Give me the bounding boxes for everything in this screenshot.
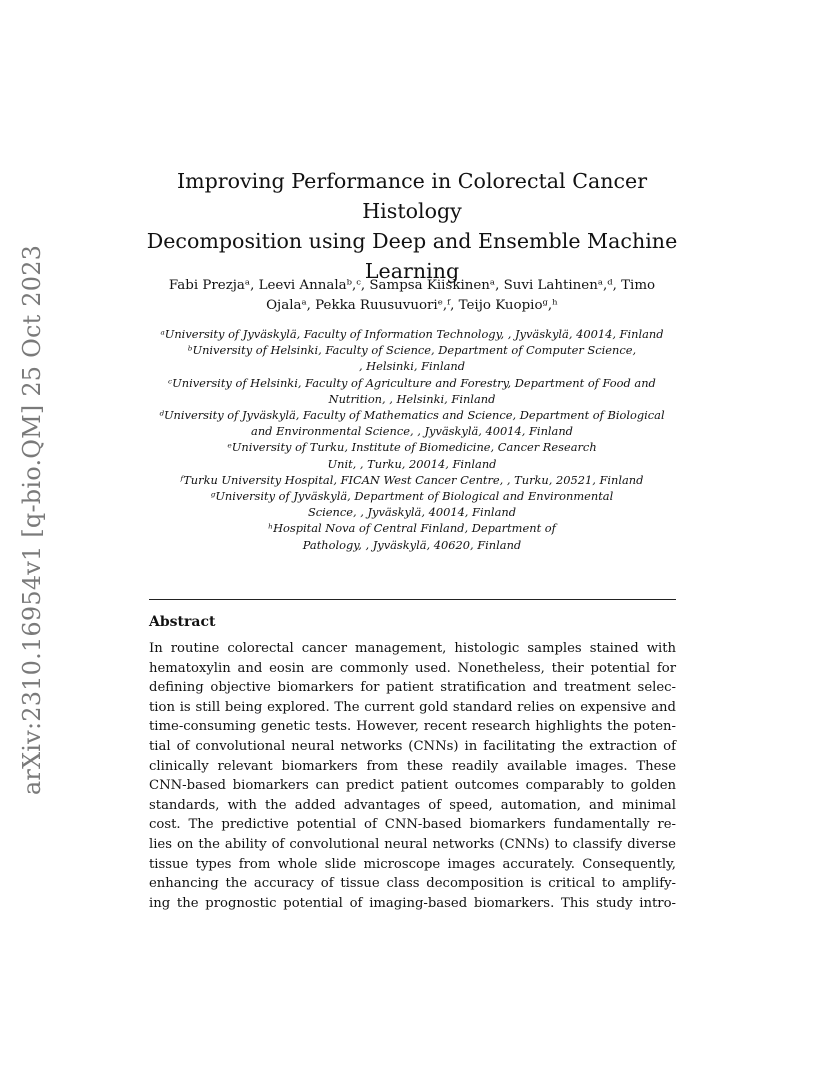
abstract-line: tion is still being explored. The current gold standard relies on expensive and bbox=[149, 699, 676, 715]
arxiv-identifier-stamp: arXiv:2310.16954v1 [q-bio.QM] 25 Oct 2023 bbox=[18, 244, 46, 796]
abstract-line: time-consuming genetic tests. However, recent research highlights the poten- bbox=[149, 719, 676, 735]
abstract-line: defining objective biomarkers for patient stratification and treatment selec- bbox=[149, 680, 676, 696]
affiliation-line: ᵉUniversity of Turku, Institute of Biomedicine, Cancer Research bbox=[227, 440, 597, 455]
affiliation-line: ʰHospital Nova of Central Finland, Department of bbox=[268, 521, 556, 536]
author-line: Fabi Prezjaᵃ, Leevi Annalaᵇ,ᶜ, Sampsa Kiiskinenᵃ, Suvi Lahtinenᵃ,ᵈ, Timo bbox=[168, 278, 656, 293]
abstract-body bbox=[149, 639, 676, 913]
affiliation-list bbox=[130, 326, 694, 553]
abstract-heading: Abstract bbox=[149, 614, 216, 630]
author-list bbox=[130, 276, 694, 316]
affiliation-line: ᵍUniversity of Jyväskylä, Department of Biological and Environmental bbox=[210, 489, 614, 504]
affiliation-line: and Environmental Science, , Jyväskylä, 40014, Finland bbox=[251, 424, 573, 439]
abstract-line: standards, with the added advantages of speed, automation, and minimal bbox=[149, 797, 676, 813]
affiliation-line: Pathology, , Jyväskylä, 40620, Finland bbox=[302, 537, 522, 552]
title-line: Improving Performance in Colorectal Cancer Histology bbox=[176, 169, 648, 223]
author-line: Ojalaᵃ, Pekka Ruusuvuoriᵉ,ᶠ, Teijo Kuopioᵍ,ʰ bbox=[266, 298, 558, 313]
paper-title bbox=[130, 166, 694, 286]
abstract-line: CNN-based biomarkers can predict patient outcomes comparably to golden bbox=[149, 778, 676, 794]
affiliation-line: , Helsinki, Finland bbox=[358, 359, 466, 374]
title-line: Decomposition using Deep and Ensemble Machine bbox=[146, 229, 678, 253]
title-line: Learning bbox=[364, 259, 460, 283]
affiliation-line: Science, , Jyväskylä, 40014, Finland bbox=[307, 505, 516, 520]
affiliation-line: ᶜUniversity of Helsinki, Faculty of Agriculture and Forestry, Department of Food and bbox=[168, 375, 656, 390]
abstract-line: tial of convolutional neural networks (CNNs) in facilitating the extraction of bbox=[149, 738, 676, 754]
affiliation-line: Nutrition, , Helsinki, Finland bbox=[328, 391, 496, 406]
abstract-divider bbox=[149, 599, 676, 600]
affiliation-line: ᵃUniversity of Jyväskylä, Faculty of Information Technology, , Jyväskylä, 40014, Finland bbox=[160, 327, 664, 341]
abstract-line: cost. The predictive potential of CNN-based biomarkers fundamentally re- bbox=[149, 817, 676, 833]
affiliation-line: Unit, , Turku, 20014, Finland bbox=[327, 456, 497, 471]
affiliation-line: ᵇUniversity of Helsinki, Faculty of Science, Department of Computer Science, bbox=[187, 343, 637, 358]
abstract-line: lies on the ability of convolutional neural networks (CNNs) to classify diverse bbox=[149, 836, 676, 852]
abstract-line: enhancing the accuracy of tissue class decomposition is critical to amplify- bbox=[149, 876, 676, 892]
abstract-line: tissue types from whole slide microscope images accurately. Consequently, bbox=[149, 856, 676, 872]
abstract-line: clinically relevant biomarkers from these readily available images. These bbox=[149, 758, 676, 774]
affiliation-line: ᵈUniversity of Jyväskylä, Faculty of Mathematics and Science, Department of Biological bbox=[159, 408, 665, 423]
abstract-line: In routine colorectal cancer management, histologic samples stained with bbox=[149, 641, 676, 656]
abstract-line: hematoxylin and eosin are commonly used. Nonetheless, their potential for bbox=[149, 660, 676, 676]
abstract-line: ing the prognostic potential of imaging-based biomarkers. This study intro- bbox=[149, 895, 676, 911]
affiliation-line: ᶠTurku University Hospital, FICAN West Cancer Centre, , Turku, 20521, Finland bbox=[180, 472, 644, 487]
